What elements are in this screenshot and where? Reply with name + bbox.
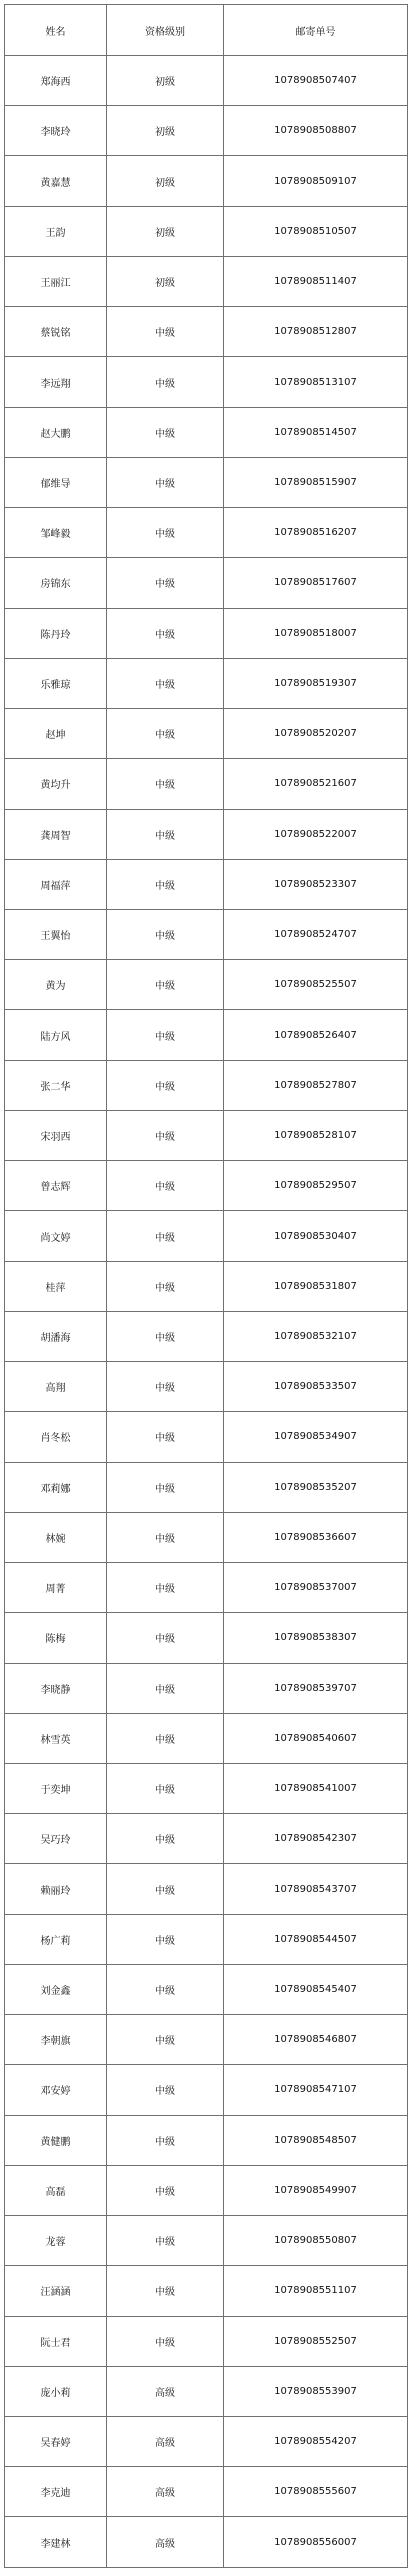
cell-name: 黄嘉慧 [5,156,107,206]
table-row [5,1914,408,1964]
cell-tracking-number: 1078908554207 [224,2417,408,2467]
cell-level: 中级 [107,2015,224,2065]
header-row [5,5,408,56]
cell-name: 李晓静 [5,1663,107,1713]
cell-level: 中级 [107,2316,224,2366]
cell-tracking-number: 1078908548507 [224,2115,408,2165]
cell-tracking-number: 1078908550807 [224,2216,408,2266]
cell-level: 中级 [107,508,224,558]
cell-tracking-number: 1078908527807 [224,1060,408,1110]
cell-level: 中级 [107,1362,224,1412]
cell-tracking-number: 1078908539707 [224,1663,408,1713]
cell-level: 中级 [107,1512,224,1562]
cell-tracking-number: 1078908546807 [224,2015,408,2065]
table-row [5,2417,408,2467]
table-row [5,2266,408,2316]
table-row [5,1663,408,1713]
cell-name: 庞小莉 [5,2366,107,2416]
table-row [5,2467,408,2517]
cell-name: 龙蓉 [5,2216,107,2266]
cell-level: 中级 [107,1311,224,1361]
cell-level: 中级 [107,357,224,407]
cell-tracking-number: 1078908513107 [224,357,408,407]
table-row [5,1110,408,1160]
cell-tracking-number: 1078908526407 [224,1010,408,1060]
cell-tracking-number: 1078908535207 [224,1462,408,1512]
cell-name: 宋羽西 [5,1110,107,1160]
cell-level: 中级 [107,1663,224,1713]
table-row [5,1563,408,1613]
table-row [5,1362,408,1412]
table-row [5,2065,408,2115]
cell-tracking-number: 1078908515907 [224,457,408,507]
table-row [5,307,408,357]
cell-tracking-number: 1078908536607 [224,1512,408,1562]
cell-level: 中级 [107,1914,224,1964]
table-row [5,759,408,809]
cell-tracking-number: 1078908544507 [224,1914,408,1964]
cell-level: 高级 [107,2517,224,2567]
table-row [5,206,408,256]
table-row [5,1713,408,1763]
cell-name: 胡潘海 [5,1311,107,1361]
table-row [5,2115,408,2165]
cell-name: 刘金鑫 [5,1964,107,2014]
cell-name: 蔡锐铭 [5,307,107,357]
cell-name: 龚周智 [5,809,107,859]
table-row [5,508,408,558]
table-row [5,1060,408,1110]
cell-tracking-number: 1078908507407 [224,56,408,106]
cell-name: 邹峰毅 [5,508,107,558]
cell-name: 房锦东 [5,558,107,608]
cell-tracking-number: 1078908532107 [224,1311,408,1361]
cell-tracking-number: 1078908518007 [224,608,408,658]
cell-tracking-number: 1078908552507 [224,2316,408,2366]
cell-name: 汪涵涵 [5,2266,107,2316]
cell-tracking-number: 1078908519307 [224,658,408,708]
cell-tracking-number: 1078908530407 [224,1211,408,1261]
table-row [5,960,408,1010]
cell-tracking-number: 1078908542307 [224,1814,408,1864]
table-row [5,2316,408,2366]
cell-tracking-number: 1078908529507 [224,1161,408,1211]
cell-name: 邓安婷 [5,2065,107,2115]
cell-level: 中级 [107,859,224,909]
cell-level: 中级 [107,1814,224,1864]
cell-tracking-number: 1078908556007 [224,2517,408,2567]
table-row [5,658,408,708]
table-row [5,1864,408,1914]
cell-level: 中级 [107,809,224,859]
cell-tracking-number: 1078908549907 [224,2165,408,2215]
table-row [5,1512,408,1562]
cell-tracking-number: 1078908512807 [224,307,408,357]
cell-level: 中级 [107,558,224,608]
cell-name: 黄均升 [5,759,107,809]
cell-level: 中级 [107,1713,224,1763]
cell-name: 赵大鹏 [5,407,107,457]
cell-name: 李晓玲 [5,106,107,156]
cell-tracking-number: 1078908522007 [224,809,408,859]
cell-tracking-number: 1078908514507 [224,407,408,457]
header-name: 姓名 [5,5,107,56]
cell-level: 中级 [107,2266,224,2316]
cell-name: 张二华 [5,1060,107,1110]
cell-name: 郁维导 [5,457,107,507]
cell-tracking-number: 1078908516207 [224,508,408,558]
cell-name: 王翼怡 [5,909,107,959]
cell-name: 尚文婷 [5,1211,107,1261]
cell-level: 中级 [107,1211,224,1261]
cell-level: 中级 [107,1613,224,1663]
table-row [5,1964,408,2014]
cell-level: 中级 [107,1763,224,1813]
cell-level: 中级 [107,1563,224,1613]
cell-tracking-number: 1078908545407 [224,1964,408,2014]
cell-tracking-number: 1078908525507 [224,960,408,1010]
mailing-roster-table [4,4,408,2568]
cell-level: 中级 [107,407,224,457]
cell-level: 中级 [107,1110,224,1160]
cell-name: 乐雅琼 [5,658,107,708]
cell-tracking-number: 1078908555607 [224,2467,408,2517]
cell-tracking-number: 1078908543707 [224,1864,408,1914]
cell-name: 李远翔 [5,357,107,407]
cell-level: 中级 [107,608,224,658]
cell-name: 林婉 [5,1512,107,1562]
table-row [5,1161,408,1211]
cell-tracking-number: 1078908547107 [224,2065,408,2115]
cell-name: 周福萍 [5,859,107,909]
table-row [5,1412,408,1462]
cell-name: 黄健鹏 [5,2115,107,2165]
cell-name: 黄为 [5,960,107,1010]
table-row [5,56,408,106]
cell-name: 邓莉娜 [5,1462,107,1512]
table-row [5,1010,408,1060]
cell-name: 赖丽玲 [5,1864,107,1914]
cell-level: 初级 [107,56,224,106]
cell-level: 中级 [107,1161,224,1211]
cell-tracking-number: 1078908509107 [224,156,408,206]
cell-tracking-number: 1078908524707 [224,909,408,959]
cell-name: 郑海西 [5,56,107,106]
cell-tracking-number: 1078908541007 [224,1763,408,1813]
table-row [5,106,408,156]
cell-name: 赵坤 [5,709,107,759]
cell-name: 曾志辉 [5,1161,107,1211]
cell-level: 中级 [107,1462,224,1512]
cell-name: 王丽江 [5,256,107,306]
cell-level: 中级 [107,1412,224,1462]
cell-name: 李克迪 [5,2467,107,2517]
table-row [5,1613,408,1663]
cell-name: 桂萍 [5,1261,107,1311]
cell-level: 中级 [107,457,224,507]
cell-level: 中级 [107,307,224,357]
cell-tracking-number: 1078908533507 [224,1362,408,1412]
table-row [5,256,408,306]
table-row [5,608,408,658]
cell-name: 于奕坤 [5,1763,107,1813]
cell-name: 高磊 [5,2165,107,2215]
cell-name: 李朝旗 [5,2015,107,2065]
cell-level: 中级 [107,1261,224,1311]
cell-level: 中级 [107,709,224,759]
table-row [5,1462,408,1512]
cell-name: 林雪英 [5,1713,107,1763]
table-row [5,709,408,759]
cell-level: 高级 [107,2467,224,2517]
table-row [5,2366,408,2416]
cell-name: 吴春婷 [5,2417,107,2467]
table-row [5,407,408,457]
cell-tracking-number: 1078908534907 [224,1412,408,1462]
cell-level: 中级 [107,1964,224,2014]
cell-name: 肖冬松 [5,1412,107,1462]
cell-tracking-number: 1078908521607 [224,759,408,809]
cell-tracking-number: 1078908511407 [224,256,408,306]
cell-tracking-number: 1078908520207 [224,709,408,759]
cell-level: 中级 [107,960,224,1010]
table-row [5,357,408,407]
cell-level: 中级 [107,1864,224,1914]
cell-level: 中级 [107,2115,224,2165]
table-body [5,56,408,2568]
cell-level: 初级 [107,256,224,306]
cell-level: 高级 [107,2417,224,2467]
table-row [5,909,408,959]
cell-level: 中级 [107,1060,224,1110]
cell-tracking-number: 1078908508807 [224,106,408,156]
cell-name: 陆方风 [5,1010,107,1060]
header-tracking-number: 邮寄单号 [224,5,408,56]
cell-tracking-number: 1078908523307 [224,859,408,909]
cell-level: 初级 [107,106,224,156]
table-row [5,2165,408,2215]
table-row [5,1261,408,1311]
cell-tracking-number: 1078908531807 [224,1261,408,1311]
cell-tracking-number: 1078908553907 [224,2366,408,2416]
cell-name: 陈梅 [5,1613,107,1663]
cell-tracking-number: 1078908538307 [224,1613,408,1663]
cell-level: 高级 [107,2366,224,2416]
cell-tracking-number: 1078908517607 [224,558,408,608]
cell-level: 中级 [107,1010,224,1060]
cell-level: 中级 [107,759,224,809]
cell-level: 中级 [107,2065,224,2115]
table-row [5,1311,408,1361]
table-row [5,156,408,206]
cell-name: 周菁 [5,1563,107,1613]
cell-level: 中级 [107,658,224,708]
header-level: 资格级别 [107,5,224,56]
cell-tracking-number: 1078908510507 [224,206,408,256]
cell-name: 王韵 [5,206,107,256]
cell-level: 初级 [107,206,224,256]
table-row [5,457,408,507]
cell-level: 中级 [107,2165,224,2215]
table-row [5,1814,408,1864]
cell-tracking-number: 1078908537007 [224,1563,408,1613]
cell-name: 陈丹玲 [5,608,107,658]
table-row [5,1763,408,1813]
table-row [5,859,408,909]
cell-name: 李建林 [5,2517,107,2567]
table-row [5,809,408,859]
cell-name: 吴巧玲 [5,1814,107,1864]
table-row [5,1211,408,1261]
table-row [5,558,408,608]
cell-tracking-number: 1078908540607 [224,1713,408,1763]
cell-tracking-number: 1078908551107 [224,2266,408,2316]
cell-tracking-number: 1078908528107 [224,1110,408,1160]
cell-level: 中级 [107,909,224,959]
cell-level: 初级 [107,156,224,206]
cell-name: 高翔 [5,1362,107,1412]
table-row [5,2517,408,2567]
cell-name: 阮士君 [5,2316,107,2366]
table-row [5,2216,408,2266]
cell-name: 杨广莉 [5,1914,107,1964]
table-row [5,2015,408,2065]
cell-level: 中级 [107,2216,224,2266]
